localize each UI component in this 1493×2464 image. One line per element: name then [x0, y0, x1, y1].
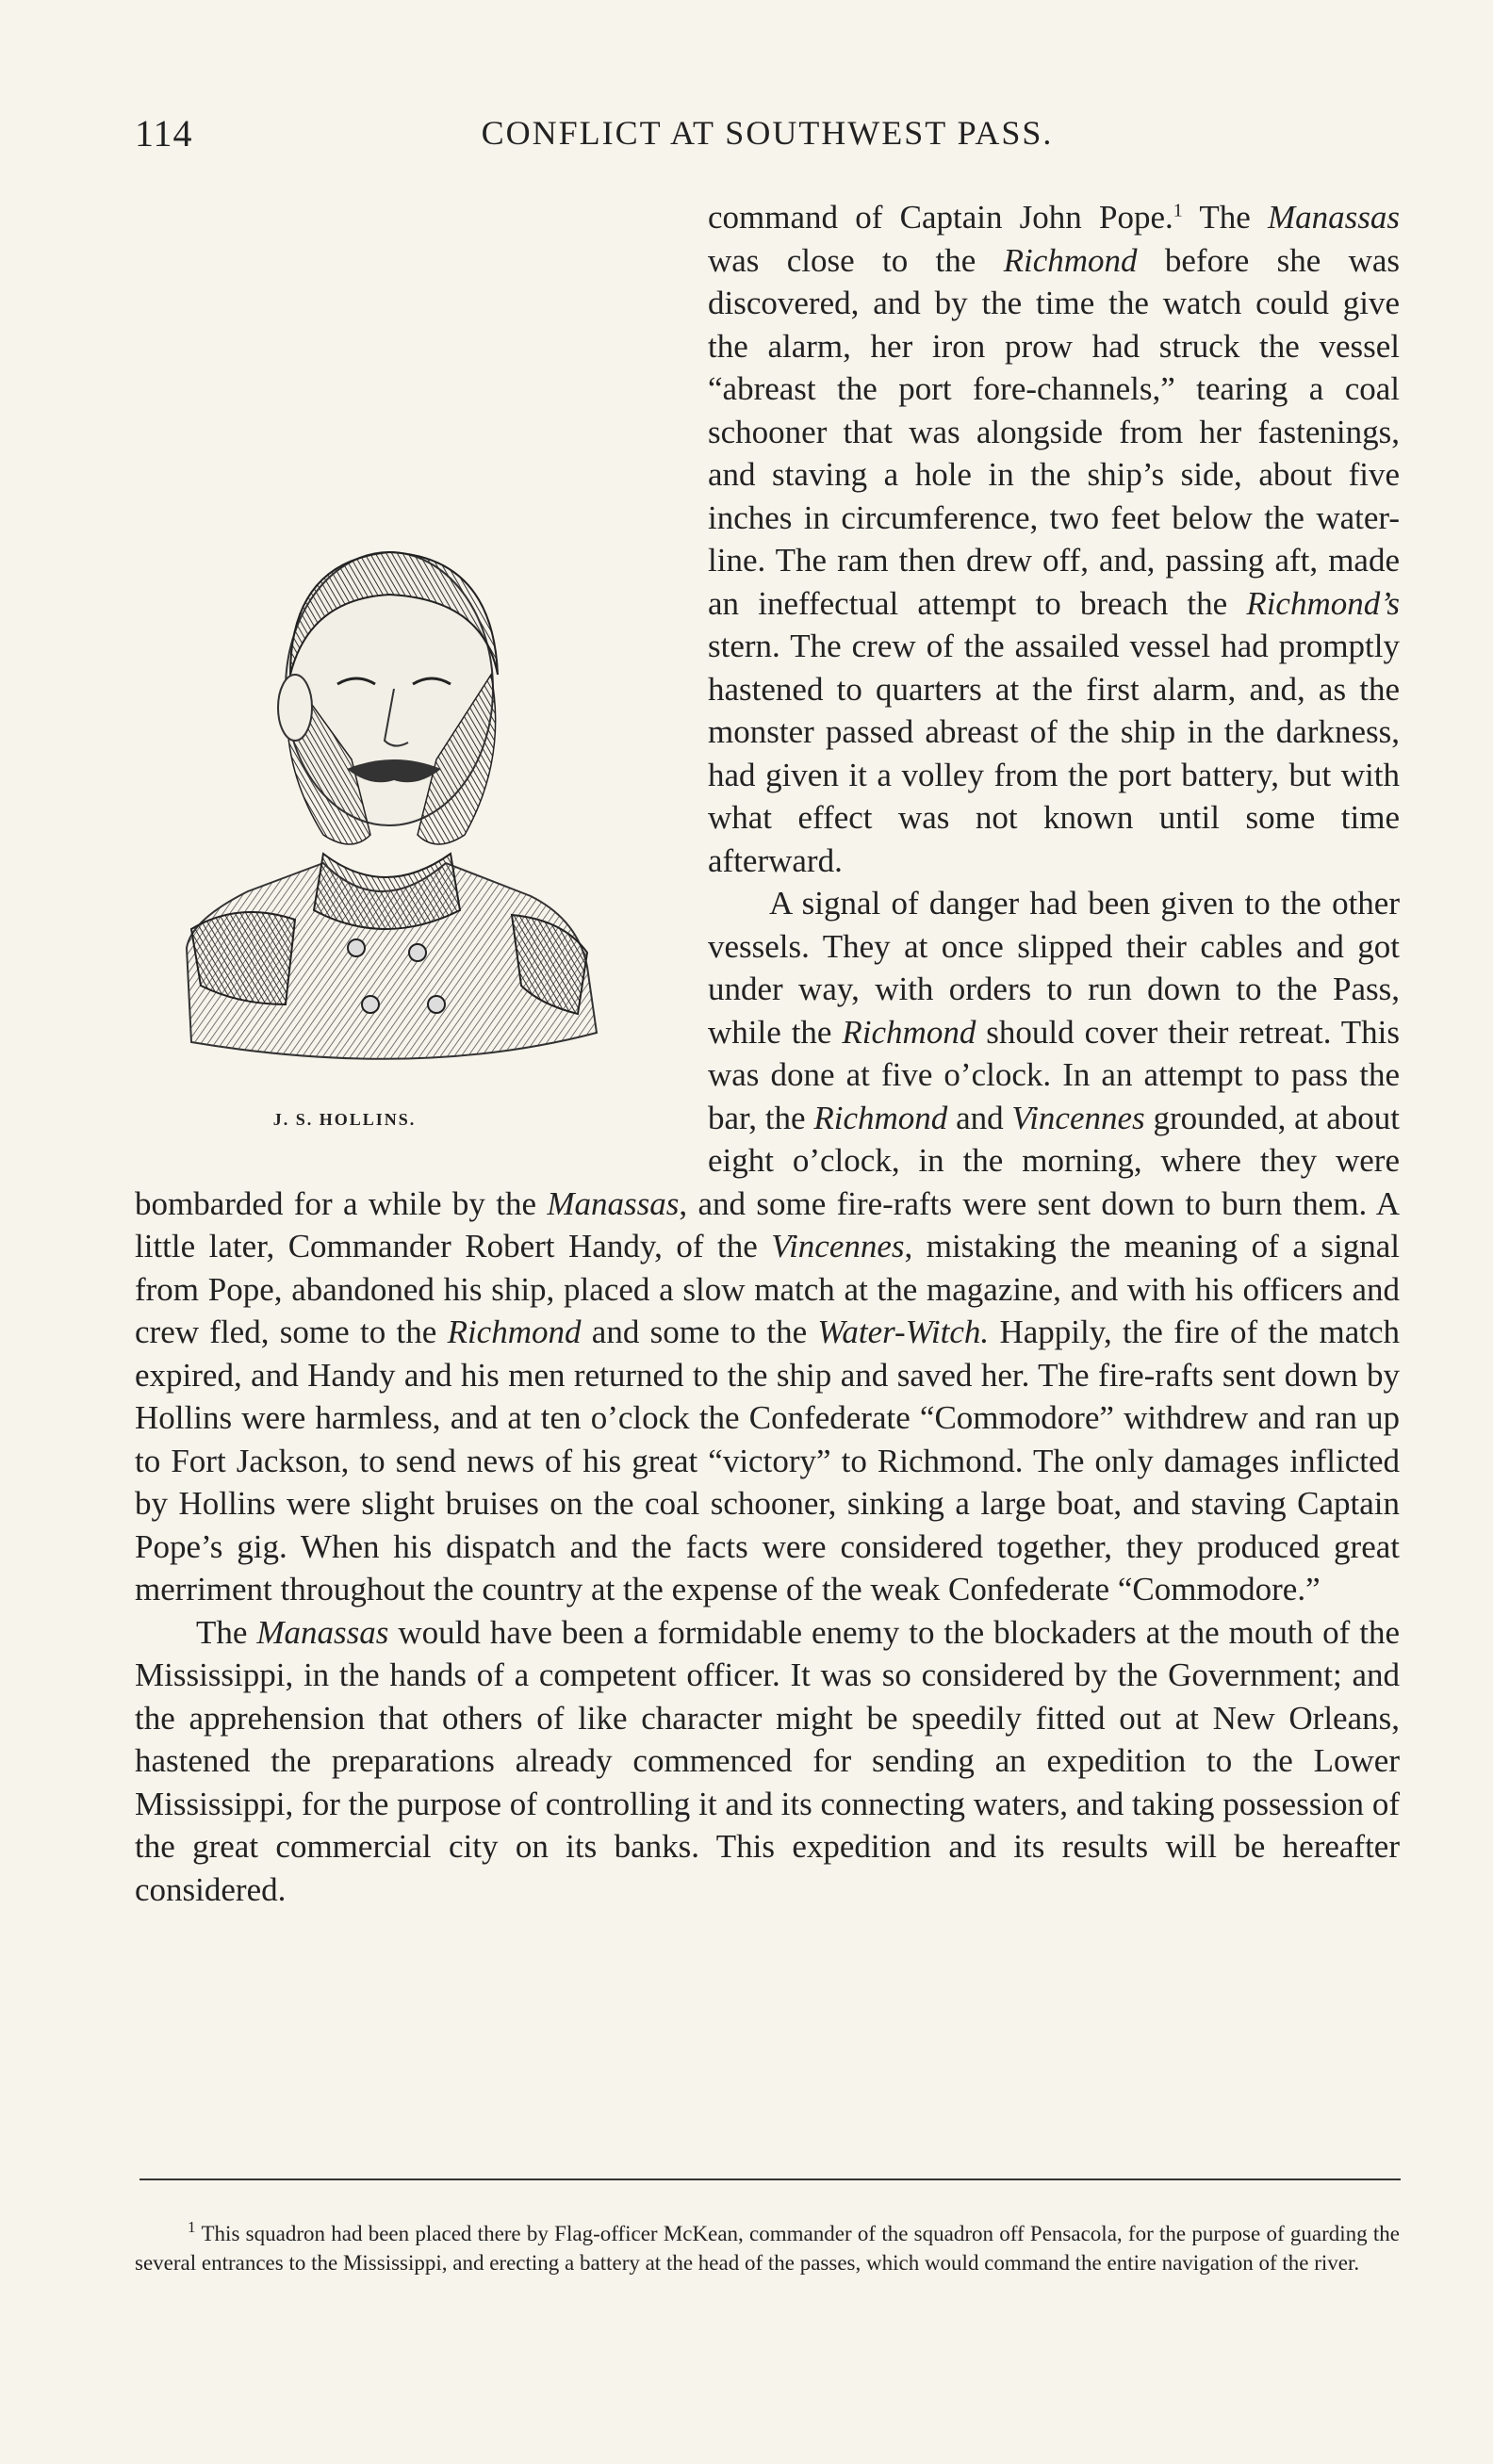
text-run: before she was discovered, and by the time the watch could give the alarm, her iron prow had struck the vessel “abreast the port fore-channels,” tearing a coal schooner that was alongside from her fastenings, and staving a hole in the ship’s side, about five inches in circumference, two feet below the water-line. The ram then drew off, and, passing aft, made an ineffectual attempt to breach the: [708, 241, 1401, 622]
text-run: and: [947, 1099, 1012, 1136]
running-header: [135, 102, 1400, 158]
ship-name: Manassas: [256, 1613, 389, 1651]
ship-name: Richmond: [1003, 241, 1138, 279]
page-number: 114: [135, 112, 193, 155]
text-run: The: [196, 1613, 257, 1651]
ship-name: Water-Witch.: [817, 1314, 990, 1350]
text-run: grounded, at about eight o’clock, in the morning, where they were bombarded for a while by the: [135, 1099, 1400, 1222]
body-text: [135, 196, 1400, 1911]
footnote-text: This squadron had been placed there by Flag-officer McKean, commander of the squadron off Pensacola, for the purpose of guarding the several entrances to the Mississippi, and erecting a battery at the head of the passes, which would command the entire navigation of the river.: [135, 2222, 1400, 2275]
text-run: Happily, the fire of the match expired, and Handy and his men returned to the ship and saved her. The fire-rafts sent down by Hollins were harmless, and at ten o’clock the Confederate “Commodore” withdrew and ran up to Fort Jackson, to send news of his great “victory” to Richmond. The only damages inflicted by Hollins were slight bruises on the coal schooner, sinking a large boat, and staving Captain Pope’s gig. When his dispatch and the facts were considered together, they produced great merriment throughout the country at the expense of the weak Confederate “Commodore.”: [135, 1314, 1400, 1607]
figure-caption: J. S. HOLLINS.: [272, 1110, 417, 1129]
portrait-figure: [135, 204, 681, 1155]
footnote-mark: 1: [188, 2218, 196, 2237]
ship-name: Richmond: [447, 1314, 582, 1350]
footnote-divider: [139, 2178, 1401, 2180]
ship-name: Richmond: [842, 1013, 976, 1051]
text-run: , and some fire-rafts were sent down to burn them. A little later, Commander Robert Handy, of the: [135, 1184, 1400, 1265]
text-run: command of Captain John Pope.: [708, 199, 1173, 236]
running-title: CONFLICT AT SOUTHWEST PASS.: [481, 114, 1054, 152]
text-run: , mistaking the meaning of a signal from Pope, abandoned his ship, placed a slow match at the magazine, and with his officers and crew fled, some to the: [135, 1228, 1400, 1350]
text-run: should cover their retreat. This was done at five o’clock. In an attempt to pass the bar, the: [708, 1013, 1400, 1136]
text-run: stern. The crew of the assailed vessel had promptly hastened to quarters at the first alarm, and, as the monster passed abreast of the ship in the darkness, had given it a volley from the port battery, but with what effect was not known until some time afterward.: [708, 628, 1400, 879]
ship-name: Vincennes: [771, 1228, 905, 1265]
ship-name: Manassas: [547, 1184, 680, 1222]
ship-name: Richmond: [813, 1099, 948, 1136]
ship-name: Richmond’s: [1246, 584, 1400, 622]
ship-name: Manassas: [1267, 199, 1400, 236]
text-run: The: [1182, 199, 1268, 236]
footnote-reference: 1: [1173, 200, 1183, 221]
paragraph-3: [135, 1611, 1400, 1912]
text-run: would have been a formidable enemy to the blockaders at the mouth of the Mississippi, in the hands of a competent officer. It was so considered by the Government; and the apprehension that others of like character might be speedily fitted out at New Orleans, hastened the preparations already commenced for sending an expedition to the Lower Mississippi, for the purpose of controlling it and its connecting waters, and taking possession of the great commercial city on its banks. This expedition and its results will be hereafter considered.: [135, 1613, 1400, 1908]
text-run: was close to the: [708, 241, 1004, 279]
text-run: and some to the: [581, 1314, 818, 1350]
page: [135, 102, 1400, 1911]
ship-name: Vincennes: [1011, 1099, 1145, 1136]
portrait-engraving-icon: [135, 204, 663, 1080]
footnote: [135, 2219, 1400, 2277]
text-run: A signal of danger had been given to the other vessels. They at once slipped their cables and got under way, with orders to run down to the Pass, while the: [708, 885, 1400, 1051]
